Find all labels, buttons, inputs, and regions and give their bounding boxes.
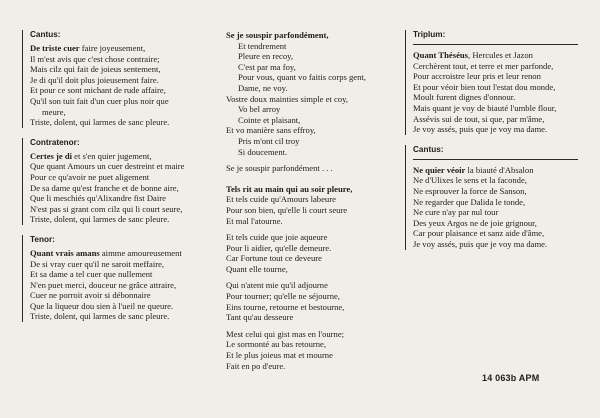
verse-text: Je voy assés, puis que je voy ma dame.: [413, 238, 548, 249]
verse-line: [226, 339, 403, 350]
verse-text: Mais quant je voy de biauté l'umble flour,: [413, 102, 557, 113]
voice-label: Triplum:: [413, 30, 446, 39]
verse-line: [226, 264, 403, 275]
verse-text: Qu'il son tuit fait d'un cuer plus noir que: [30, 95, 169, 106]
verse-line: [413, 124, 583, 135]
verse-line: [30, 183, 212, 194]
verse-text: Le sormonté au bas retourne,: [226, 339, 326, 350]
incipit-bold: Tels rit au main qui au soir pleure,: [226, 183, 353, 194]
voice-label: Tenor:: [30, 234, 55, 244]
verse-text: Et pour véoir bien tout l'estat dou monde,: [413, 81, 556, 92]
verse-text: Pour li aidier, qu'elle demeure.: [226, 242, 332, 253]
voice-label: Contratenor:: [30, 137, 80, 147]
section-cantus-2: [405, 145, 583, 250]
verse-line: [413, 61, 583, 72]
verse-text: Pour vous, quant vo faitis corps gent,: [238, 72, 366, 83]
verse-text: , Hercules et Jazon: [468, 50, 533, 60]
verse-text: faire joyeusement,: [79, 43, 146, 53]
incipit-bold: De triste cuer: [30, 43, 80, 53]
verse-text: Moult furent dignes d'onnour.: [413, 92, 516, 103]
column-middle: [218, 30, 403, 381]
verse-line: [30, 269, 212, 280]
incipit-bold: Certes je di: [30, 150, 72, 161]
verse-line: [226, 62, 403, 73]
verse-line: [226, 243, 403, 254]
verse-text: Que li meschiés qu'Alixandre fist Daire: [30, 193, 166, 204]
section-tels-rit: [218, 184, 403, 372]
verse-line: [413, 239, 583, 250]
verse-line: [226, 94, 403, 105]
verse-line: [413, 92, 583, 103]
column-right: [405, 30, 583, 260]
verse-line: [226, 361, 403, 372]
verse-line: [30, 151, 212, 162]
verse-line: [30, 193, 212, 204]
incipit-bold: Quant vrais amans: [30, 247, 100, 258]
verse-text: Ne cure n'ay par nul tour: [413, 207, 499, 218]
verse-line: [30, 172, 212, 183]
verse-line: [226, 302, 403, 313]
verse-line: [413, 207, 583, 218]
verse-text: Pour tourner; qu'elle ne séjourne,: [226, 291, 340, 302]
catalog-number: 14 063b APM: [482, 373, 540, 383]
verse-line: [226, 329, 403, 340]
verse-text: De sa dame qu'est franche et de bonne aire,: [30, 182, 179, 193]
verse-line: [226, 280, 403, 291]
verse-line: [226, 312, 403, 323]
verse-line: [30, 214, 212, 225]
section-virelai: [218, 30, 403, 174]
verse-text: Et tels cuide qu'Amours labeure: [226, 194, 336, 205]
verse-text: Que la liqueur dou sien à l'ueil ne queure.: [30, 300, 174, 311]
verse-line: [413, 50, 583, 61]
verse-text: Si doucement.: [238, 146, 288, 157]
verse-line: [226, 30, 403, 41]
verse-text: Car pour plaisance et sanz aide d'âme,: [413, 228, 545, 239]
verse-text: Je di qu'il doit plus joieusement faire.: [30, 74, 159, 85]
incipit-bold: Ne quier véoir: [413, 164, 466, 175]
verse-line: [226, 147, 403, 158]
verse-text: Mest celui qui gist mas en l'ourne;: [226, 328, 345, 339]
verse-line: [30, 43, 212, 54]
verse-text: Et pour ce sont michant de rude affaire,: [30, 85, 166, 96]
verse-line: [30, 301, 212, 312]
verse-line: [226, 115, 403, 126]
verse-line: [30, 54, 212, 65]
verse-text: Triste, dolent, qui larmes de sanc pleure.: [30, 214, 170, 225]
verse-text: Pris m'ont cil troy: [238, 135, 300, 146]
verse-text: Pleure en recoy,: [238, 51, 294, 62]
verse-line: [30, 96, 212, 107]
verse-text: Que quant Amours un cuer destreint et maire: [30, 161, 185, 172]
verse-line: [226, 232, 403, 243]
verse-text: N'est pas si grant com cilz qui li court seure,: [30, 203, 183, 214]
verse-text: Eins tourne, retourne et bestourne,: [226, 301, 345, 312]
verse-text: et s'en quier jugement,: [72, 150, 152, 161]
verse-text: Et le plus joieus mat et mourne: [226, 350, 333, 361]
verse-text: Et vo manière sans effroy,: [226, 125, 316, 136]
verse-line: [30, 259, 212, 270]
verse-line: [226, 350, 403, 361]
verse-line: [30, 85, 212, 96]
verse-line: [226, 41, 403, 52]
section-contratenor: [22, 138, 212, 225]
verse-text: Quant elle tourne,: [226, 263, 288, 274]
verse-text: Dame, ne voy.: [238, 82, 288, 93]
verse-text: Il m'est avis que c'est chose contraire;: [30, 53, 160, 64]
verse-text: Je voy assés, puis que je voy ma dame.: [413, 124, 548, 135]
verse-line: [30, 117, 212, 128]
verse-line: [226, 291, 403, 302]
verse-line: [226, 205, 403, 216]
section-triplum: [405, 30, 583, 135]
incipit-bold: Quant Théséus: [413, 50, 469, 60]
verse-line: [413, 228, 583, 239]
verse-line: [30, 311, 212, 322]
divider: [413, 159, 578, 160]
verse-text: Vo bel arroy: [238, 104, 281, 115]
verse-line: [226, 104, 403, 115]
verse-line: [30, 107, 212, 118]
verse-line: [226, 72, 403, 83]
verse-text: Cerchèrent tout, et terre et mer parfonde,: [413, 60, 554, 71]
verse-line: [226, 216, 403, 227]
verse-text: aimme amoureusement: [99, 247, 182, 258]
verse-text: Fait en po d'eure.: [226, 360, 286, 371]
section-cantus-1: [22, 30, 212, 128]
verse-line: [226, 194, 403, 205]
incipit-bold: Se je souspir parfondément,: [226, 30, 329, 40]
verse-line: [413, 175, 583, 186]
verse-text: Car Fortune tout ce deveure: [226, 253, 322, 264]
verse-text: Et mal l'atourne.: [226, 215, 283, 226]
voice-label: Cantus:: [413, 144, 444, 154]
verse-text: Triste, dolent, qui larmes de sanc pleure.: [30, 311, 170, 322]
verse-line: [413, 71, 583, 82]
verse-line: [413, 103, 583, 114]
voice-label: Cantus:: [30, 30, 61, 39]
verse-line: [226, 125, 403, 136]
verse-line: [30, 204, 212, 215]
verse-text: Qui n'atent mie qu'il adjourne: [226, 280, 328, 291]
verse-line: [413, 197, 583, 208]
verse-text: Et tendrement: [238, 40, 287, 51]
verse-line: [226, 51, 403, 62]
verse-text: Tant qu'au desseure: [226, 312, 294, 323]
verse-line: [413, 165, 583, 176]
verse-line: [30, 248, 212, 259]
verse-line: [30, 75, 212, 86]
verse-line: [226, 253, 403, 264]
verse-text: Assévis sui de tout, si que, par m'âme,: [413, 113, 545, 124]
verse-line: [30, 161, 212, 172]
verse-text: meure,: [42, 106, 66, 117]
verse-line: [30, 290, 212, 301]
verse-text: N'en puet merci, douceur ne grâce attraire,: [30, 279, 177, 290]
verse-text: Pour son bien, qu'elle li court seure: [226, 204, 348, 215]
verse-text: Pour ce qu'avoir ne puet aligement: [30, 171, 150, 182]
verse-text: Pour accroistre leur pris et leur renon: [413, 71, 541, 82]
verse-text: Et tels cuide que joie aqueure: [226, 232, 328, 243]
verse-line: [30, 64, 212, 75]
verse-text: Cuer ne porroit avoir si débonnaire: [30, 290, 151, 301]
verse-line: [226, 83, 403, 94]
verse-text: Ne esprouver la force de Sanson,: [413, 185, 527, 196]
verse-text: la biauté d'Absalon: [465, 164, 534, 175]
verse-line: [30, 280, 212, 291]
verse-text: Des yeux Argos ne de joie grignour,: [413, 217, 537, 228]
section-tenor: [22, 235, 212, 322]
verse-text: Cointe et plaisant,: [238, 114, 301, 125]
verse-line: [413, 186, 583, 197]
verse-text: De si vray cuer qu'il ne saroit meffaire,: [30, 258, 165, 269]
verse-text: Et sa dame a tel cuer que nullement: [30, 269, 153, 280]
verse-text: Mais cilz qui fait de joieus sentement,: [30, 64, 161, 75]
verse-text: Ne regarder que Dalida le tonde,: [413, 196, 526, 207]
verse-text: Vostre doux mainties simple et coy,: [226, 93, 348, 104]
verse-text: Ne d'Ulixes le sens et la faconde,: [413, 175, 527, 186]
verse-text: C'est par ma foy,: [238, 61, 296, 72]
verse-line: [413, 218, 583, 229]
verse-line: [413, 114, 583, 125]
refrain-line: Se je souspir parfondément . . .: [226, 163, 333, 174]
verse-line: [226, 136, 403, 147]
verse-line: [226, 184, 403, 195]
column-left: [22, 30, 212, 332]
verse-line: [413, 82, 583, 93]
verse-text: Triste, dolent, qui larmes de sanc pleure.: [30, 117, 170, 128]
divider: [413, 44, 578, 45]
